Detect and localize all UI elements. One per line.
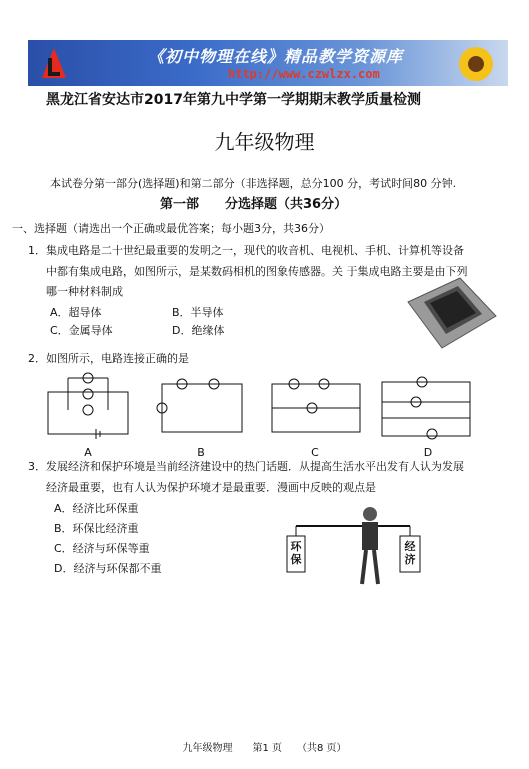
circuit-b-label: B xyxy=(197,446,205,459)
circuit-b-diagram xyxy=(152,370,252,440)
circuit-c-label: C xyxy=(311,446,319,459)
exam-intro: 本试卷分第一部分(选择题)和第二部分（非选择题，总分100 分，考试时间80 分钟. xyxy=(50,177,457,190)
cartoon-label-economy: 经济 xyxy=(404,540,416,566)
header-banner xyxy=(28,40,508,86)
q1-option-a[interactable]: A．超导体 xyxy=(50,306,102,319)
q1-stem-line1: 1．集成电路是二十世纪最重要的发明之一，现代的收音机、电视机、手机、计算机等设备 xyxy=(28,244,464,257)
q1-stem-line2: 中都有集成电路，如图所示，是某数码相机的图象传感器。关 于集成电路主要是由下列 xyxy=(46,265,468,278)
subject-title: 九年级物理 xyxy=(214,130,315,154)
circuit-a-diagram xyxy=(38,370,138,440)
exam-title: 黑龙江省安达市2017年第九中学第一学期期末教学质量检测 xyxy=(46,92,421,108)
q2-stem: 2．如图所示，电路连接正确的是 xyxy=(28,352,189,365)
circuit-d-label: D xyxy=(423,446,433,459)
page-footer: 九年级物理 第1 页 （共8 页） xyxy=(182,743,347,754)
q3-option-d[interactable]: D．经济与环保都不重 xyxy=(54,562,162,575)
circuit-a-label: A xyxy=(84,446,92,459)
sunflower-icon xyxy=(456,44,496,84)
circuit-d-diagram xyxy=(376,370,476,442)
q1-option-c[interactable]: C．金属导体 xyxy=(50,324,113,337)
banner-title: 《初中物理在线》精品教学资源库 xyxy=(148,47,404,66)
section-title: 一、选择题（请选出一个正确或最优答案；每小题3分，共36分） xyxy=(12,222,330,235)
q1-option-b[interactable]: B．半导体 xyxy=(172,306,224,319)
logo-icon xyxy=(36,44,72,82)
image-sensor-chip-image xyxy=(400,272,500,352)
part-title: 第一部 分选择题（共36分） xyxy=(160,197,348,212)
q3-option-a[interactable]: A．经济比环保重 xyxy=(54,502,139,515)
q1-stem-line3: 哪一种材料制成 xyxy=(46,285,123,298)
cartoon-label-environment: 环保 xyxy=(290,540,302,566)
q3-stem-line2: 经济最重要，也有人认为保护环境才是最重要．漫画中反映的观点是 xyxy=(46,481,376,494)
q3-option-b[interactable]: B．环保比经济重 xyxy=(54,522,139,535)
q3-stem-line1: 3．发展经济和保护环境是当前经济建设中的热门话题．从提高生活水平出发有人认为发展 xyxy=(28,460,464,473)
circuit-c-diagram xyxy=(266,370,366,440)
q3-option-c[interactable]: C．经济与环保等重 xyxy=(54,542,150,555)
banner-url: http://www.czwlzx.com xyxy=(228,67,380,81)
q1-option-d[interactable]: D．绝缘体 xyxy=(172,324,225,337)
